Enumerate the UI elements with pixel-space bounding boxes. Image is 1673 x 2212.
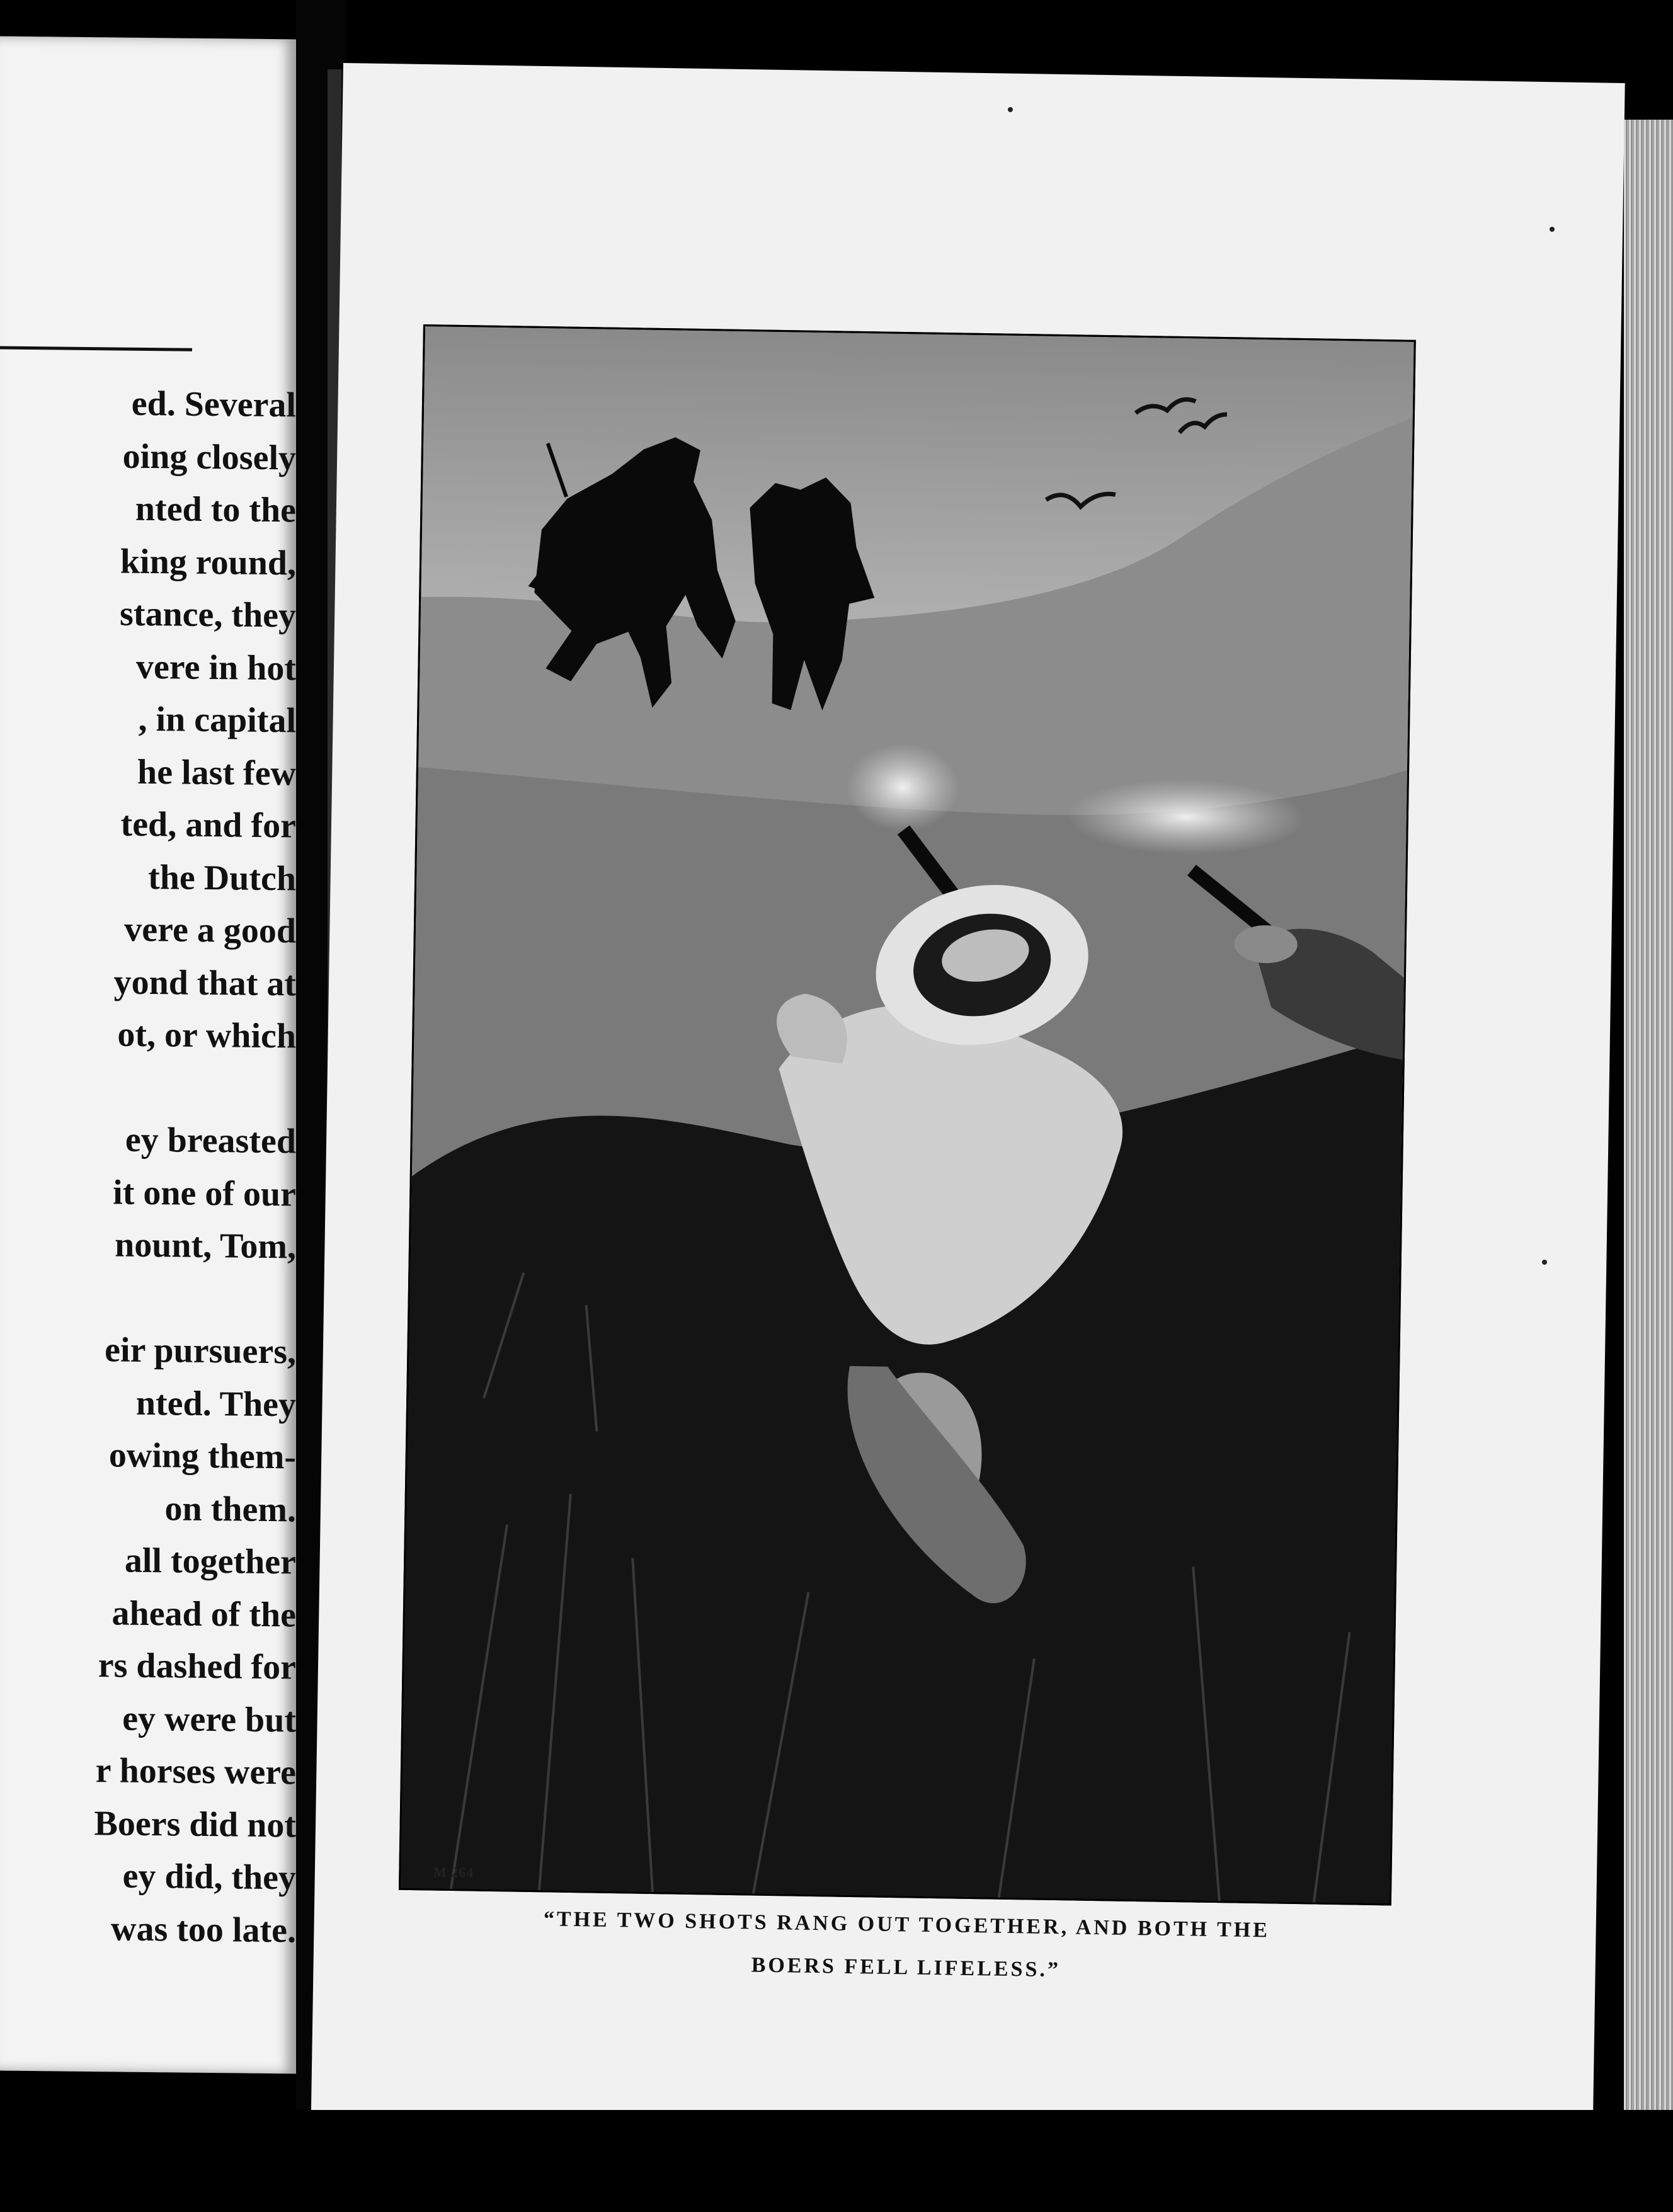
text-line: it one of our [113, 1172, 296, 1214]
text-line: ey were but [122, 1699, 296, 1740]
page-edges [1624, 120, 1673, 2123]
text-line: vere in hot [135, 647, 296, 688]
text-line: rs dashed for [98, 1646, 296, 1687]
speck [1542, 1260, 1547, 1265]
text-line: ey did, they [122, 1856, 296, 1898]
text-line: vere a good [124, 909, 296, 951]
plate-number: M 264 [433, 1864, 474, 1881]
illustration-plate [399, 324, 1416, 1905]
caption-line-2: BOERS FELL LIFELESS.” [751, 1953, 1061, 1982]
text-line: Boers did not [94, 1803, 296, 1845]
text-line: oing closely [122, 436, 296, 477]
text-line: the Dutch [148, 857, 296, 898]
left-page-text [0, 377, 296, 1958]
text-line [0, 1060, 296, 1115]
text-line: ey breasted [125, 1120, 296, 1161]
left-page [0, 37, 296, 2074]
text-line: yond that at [113, 962, 296, 1003]
caption-line-1: “THE TWO SHOTS RANG OUT TOGETHER, AND BOTH THE [543, 1907, 1270, 1942]
text-line: king round, [120, 542, 296, 583]
text-line: ahead of the [111, 1593, 296, 1634]
text-line: r horses were [95, 1751, 296, 1793]
text-line: all together [124, 1541, 296, 1582]
text-line: ot, or which [117, 1015, 296, 1056]
chapter-rule [0, 346, 192, 351]
battle-illustration [401, 326, 1414, 1903]
scan-bottom-border [0, 2110, 1673, 2212]
text-line: on them. [164, 1488, 296, 1529]
text-line: , in capital [138, 699, 296, 741]
text-line: ed. Several [131, 384, 296, 425]
text-line: he last few [137, 752, 296, 793]
text-line: nted. They [135, 1383, 296, 1424]
text-line: ted, and for [120, 804, 296, 846]
speck [1008, 107, 1013, 112]
text-line [0, 1270, 296, 1326]
text-line: nount, Tom, [115, 1225, 296, 1267]
text-line: stance, they [120, 594, 296, 636]
text-line: eir pursuers, [105, 1330, 296, 1372]
speck [1550, 227, 1555, 232]
text-line: was too late. [111, 1908, 296, 1950]
text-line: owing them- [108, 1435, 296, 1477]
text-line: nted to the [135, 489, 296, 530]
illustration-caption [490, 1897, 1323, 1996]
